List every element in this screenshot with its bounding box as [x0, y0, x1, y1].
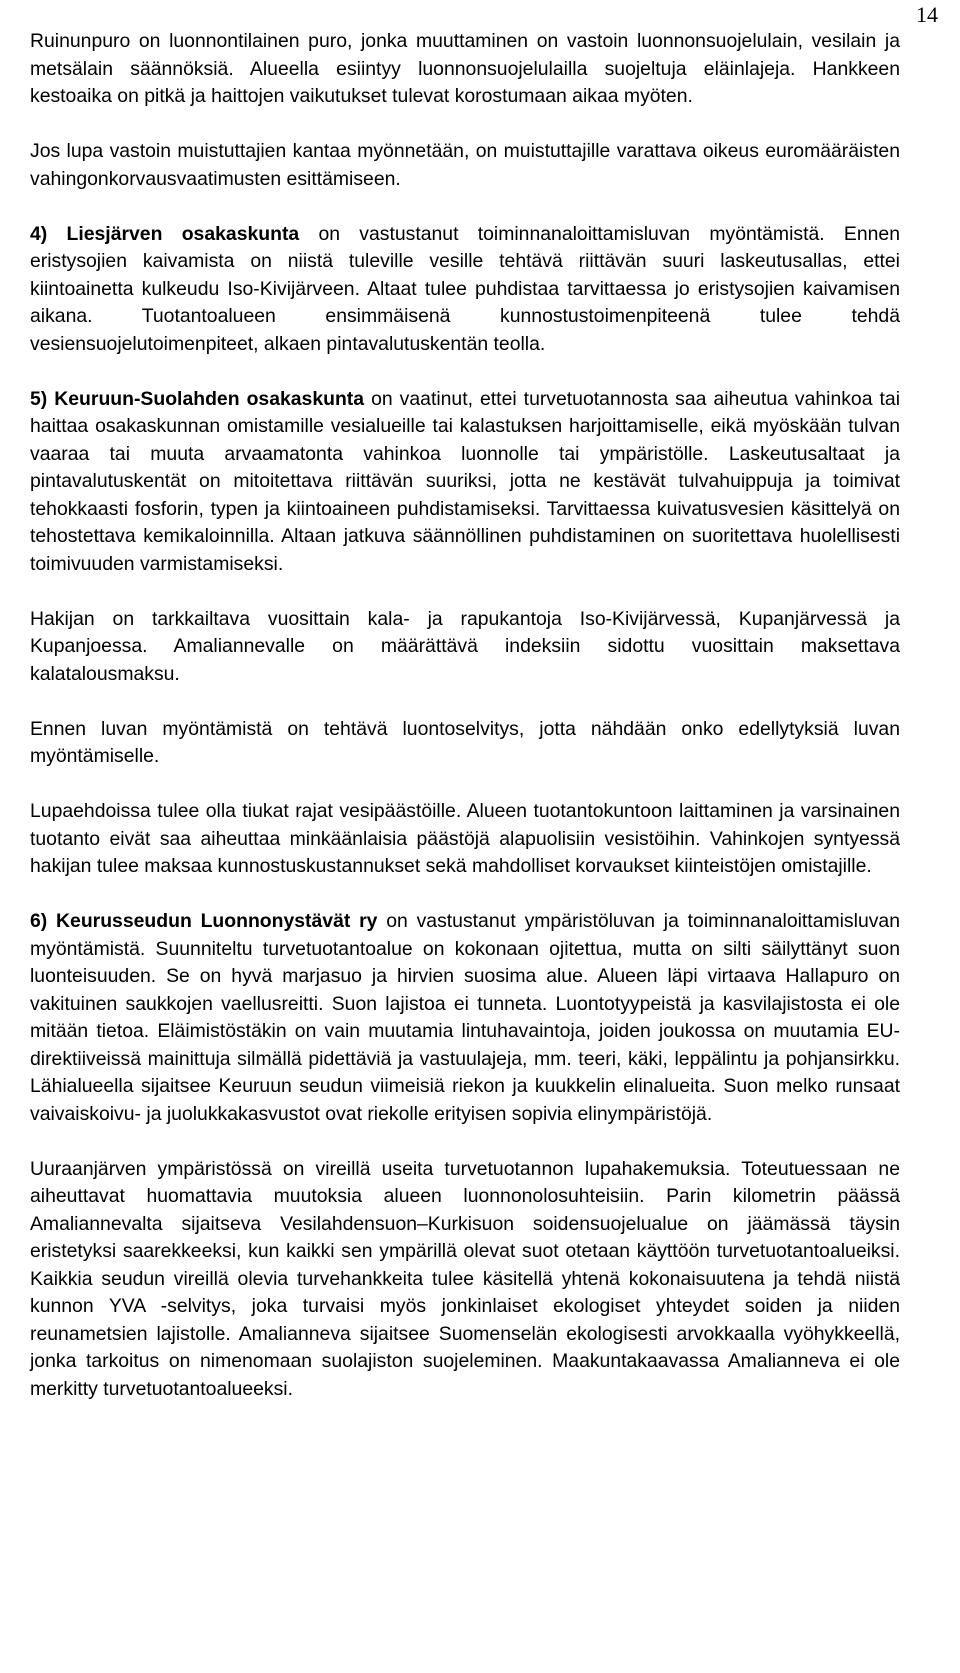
paragraph-8-keurusseutu	[30, 908, 900, 1128]
paragraph-3-liesjarvi	[30, 221, 900, 359]
document-body	[30, 28, 900, 1403]
paragraph-text: Ruinunpuro on luonnontilainen puro, jonka muuttaminen on vastoin luonnonsuojelulain, vesilain ja metsälain säännöksiä. Alueella esiintyy luonnonsuojelulailla suojeltuja eläinlajeja. Hankkeen kestoaika on pitkä ja haittojen vaikutukset tulevat korostumaan aikaa myöten.	[30, 30, 900, 107]
paragraph-text: Jos lupa vastoin muistuttajien kantaa myönnetään, on muistuttajille varattava oikeus euromääräisten vahingonkorvausvaatimusten esittämiseen.	[30, 140, 900, 190]
paragraph-7	[30, 798, 900, 881]
paragraph-text: Hakijan on tarkkailtava vuosittain kala- ja rapukantoja Iso-Kivijärvessä, Kupanjärvessä ja Kupanjoessa. Amaliannevalle on määrättävä indeksiin sidottu vuosittain maksettava kalatalousmaksu.	[30, 607, 900, 685]
paragraph-5	[30, 606, 900, 689]
paragraph-9	[30, 1156, 900, 1404]
paragraph-heading: 5) Keuruun-Suolahden osakaskunta	[30, 387, 365, 410]
paragraph-text: Uuraanjärven ympäristössä on vireillä useita turvetuotannon lupahakemuksia. Toteutuessaan ne aiheuttavat huomattavia muutoksia alueen luonnonolosuhteisiin. Parin kilometrin päässä Amaliannevalta sijaitseva Vesilahdensuon–Kurkisuon soidensuojelualue on jäämässä täysin eristetyksi saarekkeeksi, kun kaikki sen ympärillä olevat suot otetaan käyttöön turvetuotantoalueiksi. Kaikkia seudun vireillä olevia turvehankkeita tulee käsitellä yhtenä kokonaisuutena ja tehdä niistä kunnon YVA -selvitys, joka turvaisi myös jonkinlaiset ekologiset yhteydet soiden ja niiden reunametsien lajistolle. Amalianneva sijaitsee Suomenselän ekologisesti arvokkaalla vyöhykkeellä, jonka tarkoitus on nimenomaan suolajiston suojeleminen. Maakuntakaavassa Amalianneva ei ole merkitty turvetuotantoalueeksi.	[30, 1157, 900, 1400]
paragraph-2	[30, 138, 900, 193]
paragraph-1	[30, 28, 900, 111]
paragraph-text: on vaatinut, ettei turvetuotannosta saa aiheutua vahinkoa tai haittaa osakaskunnan omistamille vesialueille tai kalastuksen harjoittamiselle, eikä myöskään tulvan vaaraa tai muuta arvaamatonta vahinkoa luonnolle tai ympäristölle. Laskeutusaltaat ja pintavalutuskentät on mitoitettava riittävän suuriksi, jotta ne kestävät tulvahuippuja ja toimivat tehokkaasti fosforin, typen ja kiintoaineen puhdistamiseksi. Tarvittaessa kuivatusvesien käsittelyä on tehostettava kemikaloinnilla. Altaan jatkuva säännöllinen puhdistaminen on suoritettava huolellisesti toimivuuden varmistamiseksi.	[30, 387, 900, 575]
paragraph-6	[30, 716, 900, 771]
paragraph-heading: 4) Liesjärven osakaskunta	[30, 222, 300, 245]
paragraph-heading: 6) Keurusseudun Luonnonystävät ry	[30, 910, 378, 932]
paragraph-text: Ennen luvan myöntämistä on tehtävä luontoselvitys, jotta nähdään onko edellytyksiä luvan myöntämiselle.	[30, 717, 900, 767]
paragraph-text: on vastustanut toiminnanaloittamisluvan myöntämistä. Ennen eristysojien kaivamista on niistä tuleville vesille tehtävä riittävän suuri laskeutusallas, ettei kiintoainetta kulkeudu Iso-Kivijärveen. Altaat tulee puhdistaa tarvittaessa jo eristysojien kaivamisen aikana. Tuotantoalueen ensimmäisenä kunnostustoimenpiteenä tulee tehdä vesiensuojelutoimenpiteet, alkaen pintavalutuskentän teolla.	[30, 222, 900, 355]
page-number: 14	[916, 2, 938, 27]
paragraph-text: Lupaehdoissa tulee olla tiukat rajat vesipäästöille. Alueen tuotantokuntoon laittaminen ja varsinainen tuotanto eivät saa aiheuttaa minkäänlaisia päästöjä alapuolisiin vesistöihin. Vahinkojen syntyessä hakijan tulee maksaa kunnostuskustannukset sekä mahdolliset korvaukset kiinteistöjen omistajille.	[30, 800, 900, 877]
paragraph-4-keuruu-suolahti	[30, 386, 900, 579]
paragraph-text: on vastustanut ympäristöluvan ja toiminnanaloittamisluvan myöntämistä. Suunniteltu turvetuotantoalue on kokonaan ojitettua, mutta on silti säilyttänyt suon luonteisuuden. Se on hyvä marjasuo ja hirvien suosima alue. Alueen läpi virtaava Hallapuro on vakituinen saukkojen vaellusreitti. Suon lajistoa ei tunneta. Luontotyypeistä ja kasvilajistosta ei ole mitään tietoa. Eläimistöstäkin on vain muutamia lintuhavaintoja, joiden joukossa on muutamia EU-direktiiveissä mainittuja silmällä pidettäviä ja vastuulajeja, mm. teeri, käki, leppälintu ja pohjansirkku. Lähialueella sijaitsee Keuruun seudun viimeisiä riekon ja kuukkelin elinalueita. Suon melko runsaat vaivaiskoivu- ja juolukkakasvustot ovat riekolle erityisen sopivia elinympäristöjä.	[30, 910, 900, 1125]
